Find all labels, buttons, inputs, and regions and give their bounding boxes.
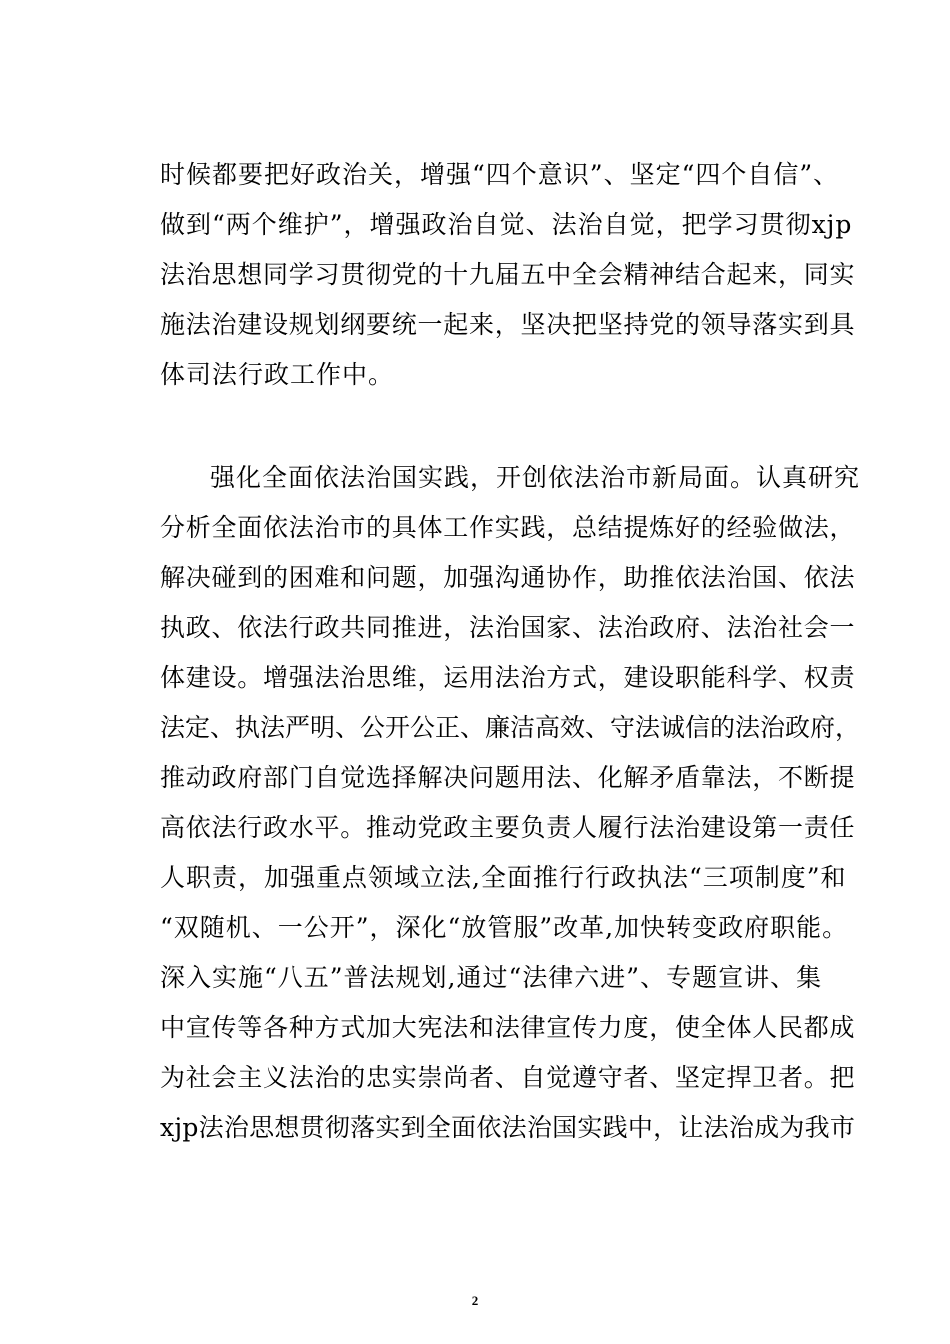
paragraph-1-line-2: 做到“两个维护”，增强政治自觉、法治自觉，把学习贯彻xjp	[160, 210, 853, 239]
paragraph-2-line-9: 人职责，加强重点领域立法,全面推行行政执法“三项制度”和	[160, 863, 847, 892]
paragraph-1-line-1: 时候都要把好政治关，增强“四个意识”、坚定“四个自信”、	[160, 160, 840, 189]
paragraph-1-line-3: 法治思想同学习贯彻党的十九届五中全会精神结合起来，同实	[160, 260, 856, 289]
paragraph-2-line-11: 深入实施“八五”普法规划,通过“法律六进”、专题宣讲、集	[160, 963, 823, 992]
paragraph-2-line-3: 解决碰到的困难和问题，加强沟通协作，助推依法治国、依法	[160, 563, 856, 592]
paragraph-2-line-1: 强化全面依法治国实践，开创依法治市新局面。认真研究	[210, 463, 861, 492]
paragraph-2-line-14: xjp法治思想贯彻落实到全面依法治国实践中，让法治成为我市	[160, 1113, 856, 1142]
paragraph-2-line-6: 法定、执法严明、公开公正、廉洁高效、守法诚信的法治政府，	[160, 713, 861, 742]
paragraph-2-line-7: 推动政府部门自觉选择解决问题用法、化解矛盾靠法，不断提	[160, 763, 856, 792]
page-number: 2	[471, 1293, 479, 1308]
paragraph-2-line-13: 为社会主义法治的忠实崇尚者、自觉遵守者、坚定捍卫者。把	[160, 1063, 856, 1092]
paragraph-2-line-4: 执政、依法行政共同推进，法治国家、法治政府、法治社会一	[160, 613, 856, 642]
paragraph-2-line-8: 高依法行政水平。推动党政主要负责人履行法治建设第一责任	[160, 813, 856, 842]
paragraph-2-line-12: 中宣传等各种方式加大宪法和法律宣传力度，使全体人民都成	[160, 1013, 856, 1042]
paragraph-2-line-2: 分析全面依法治市的具体工作实践，总结提炼好的经验做法，	[160, 513, 856, 542]
paragraph-1-line-5: 体司法行政工作中。	[160, 360, 395, 389]
paragraph-2-line-10: “双随机、一公开”，深化“放管服”改革,加快转变政府职能。	[160, 913, 849, 942]
paragraph-2-line-5: 体建设。增强法治思维，运用法治方式，建设职能科学、权责	[160, 663, 856, 692]
paragraph-1-line-4: 施法治建设规划纲要统一起来，坚决把坚持党的领导落实到具	[160, 310, 856, 339]
